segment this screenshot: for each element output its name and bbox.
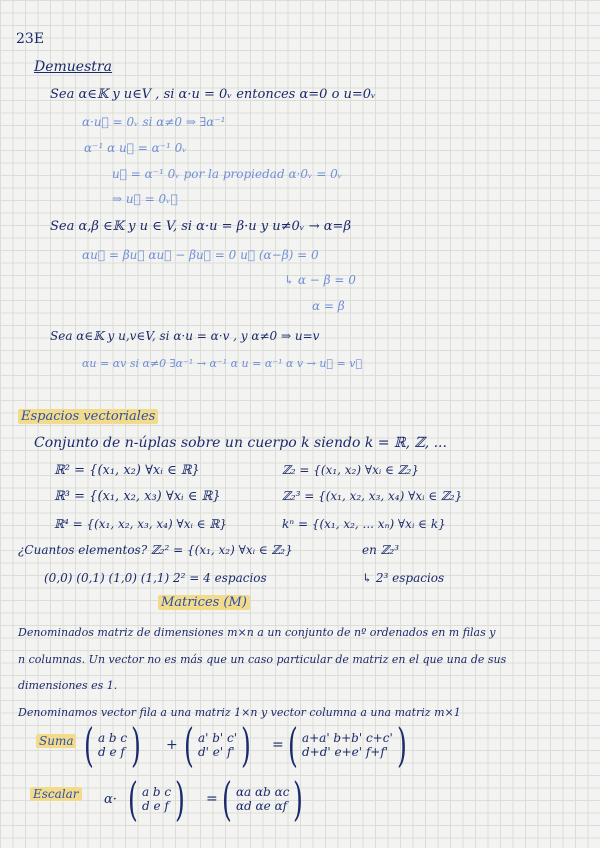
proof-2-line-3: α = β — [312, 299, 345, 313]
equals-sign: = — [206, 791, 218, 807]
matrix-row: a b c — [97, 731, 128, 745]
escalar-matrix-result: ( αa αb αc αd αe αf ) — [222, 772, 304, 826]
matrix-row: d e f — [97, 745, 125, 759]
equals-sign: = — [272, 737, 284, 753]
matrix-row: αa αb αc — [235, 785, 290, 799]
elements-question: ¿Cuantos elementos? ℤ₂² = {(x₁, x₂) ∀xᵢ ∈ ℤ₂} — [18, 543, 293, 557]
matrix-definition-line-2: n columnas. Un vector no es más que un caso particular de matriz en el que una de sus — [18, 653, 507, 666]
matrix-row: d' e' f' — [197, 745, 235, 759]
z2-set: ℤ₂ = {(x₁, x₂) ∀xᵢ ∈ ℤ₂} — [282, 463, 419, 477]
proof-1-line-2: α⁻¹ α u⃗ = α⁻¹ 0ᵥ — [84, 141, 187, 155]
matrix-row: a' b' c' — [197, 731, 238, 745]
espacios-intro: Conjunto de n-úplas sobre un cuerpo k siendo k = ℝ, ℤ, ... — [34, 435, 447, 451]
statement-2: Sea α,β ∈𝕂 y u ∈ V, si α·u = β·u y u≠0ᵥ → α=β — [50, 219, 351, 234]
suma-matrix-result: ( a+a' b+b' c+c' d+d' e+e' f+f' ) — [288, 718, 407, 772]
escalar-label: Escalar — [30, 788, 82, 801]
proof-1-line-4: ⇒ u⃗ = 0ᵥ⃗ — [112, 192, 178, 206]
matrix-row: αd αe αf — [235, 799, 288, 813]
proof-3-line-1: αu = αv si α≠0 ∃α⁻¹ → α⁻¹ α u = α⁻¹ α v → u⃗ = v⃗ — [82, 357, 363, 370]
proof-2-line-2: ↳ α − β = 0 — [284, 273, 356, 287]
page-number: 23E — [16, 31, 45, 47]
kn-set: kⁿ = {(x₁, x₂, ... xₙ) ∀xᵢ ∈ k} — [282, 517, 446, 531]
scalar-alpha: α· — [104, 792, 117, 807]
elements-answer-right: ↳ 2³ espacios — [362, 571, 445, 585]
escalar-matrix-a: ( a b c d e f ) — [128, 772, 186, 826]
proof-1-line-3: u⃗ = α⁻¹ 0ᵥ por la propiedad α·0ᵥ = 0ᵥ — [112, 167, 343, 181]
plus-sign: + — [166, 737, 178, 753]
proof-1-line-1: α·u⃗ = 0ᵥ si α≠0 ⇒ ∃α⁻¹ — [82, 115, 226, 129]
suma-matrix-b: ( a' b' c' d' e' f' ) — [184, 718, 251, 772]
matrix-definition-line-1: Denominados matriz de dimensiones m×n a un conjunto de nº ordenados en m filas y — [18, 626, 496, 639]
matrix-row: a b c — [141, 785, 172, 799]
demuestra-heading: Demuestra — [34, 59, 112, 75]
espacios-heading: Espacios vectoriales — [18, 410, 158, 424]
r4-set: ℝ⁴ = {(x₁, x₂, x₃, x₄) ∀xᵢ ∈ ℝ} — [54, 517, 228, 531]
statement-3: Sea α∈𝕂 y u,v∈V, si α·u = α·v , y α≠0 ⇒ u=v — [50, 329, 320, 343]
matrix-row: a+a' b+b' c+c' — [301, 731, 393, 745]
matrix-row: d e f — [141, 799, 169, 813]
proof-2-line-1: αu⃗ = βu⃗ αu⃗ − βu⃗ = 0 u⃗ (α−β) = 0 — [82, 248, 319, 262]
matrix-definition-line-3: dimensiones es 1. — [18, 679, 118, 692]
suma-label: Suma — [36, 735, 76, 748]
z2-cubed-set: ℤ₂³ = {(x₁, x₂, x₃, x₄) ∀xᵢ ∈ ℤ₂} — [282, 489, 463, 503]
matrices-heading: Matrices (M) — [158, 596, 250, 610]
r3-set: ℝ³ = {(x₁, x₂, x₃) ∀xᵢ ∈ ℝ} — [54, 489, 221, 504]
suma-matrix-a: ( a b c d e f ) — [84, 718, 142, 772]
r2-set: ℝ² = {(x₁, x₂) ∀xᵢ ∈ ℝ} — [54, 463, 200, 478]
statement-1: Sea α∈𝕂 y u∈V , si α·u = 0ᵥ entonces α=0 o u=0ᵥ — [50, 87, 376, 102]
elements-answer: (0,0) (0,1) (1,0) (1,1) 2² = 4 espacios — [44, 571, 267, 585]
matrix-definition-line-4: Denominamos vector fila a una matriz 1×n y vector columna a una matriz m×1 — [18, 706, 461, 719]
elements-question-right: en ℤ₂³ — [362, 543, 400, 557]
matrix-row: d+d' e+e' f+f' — [301, 745, 389, 759]
